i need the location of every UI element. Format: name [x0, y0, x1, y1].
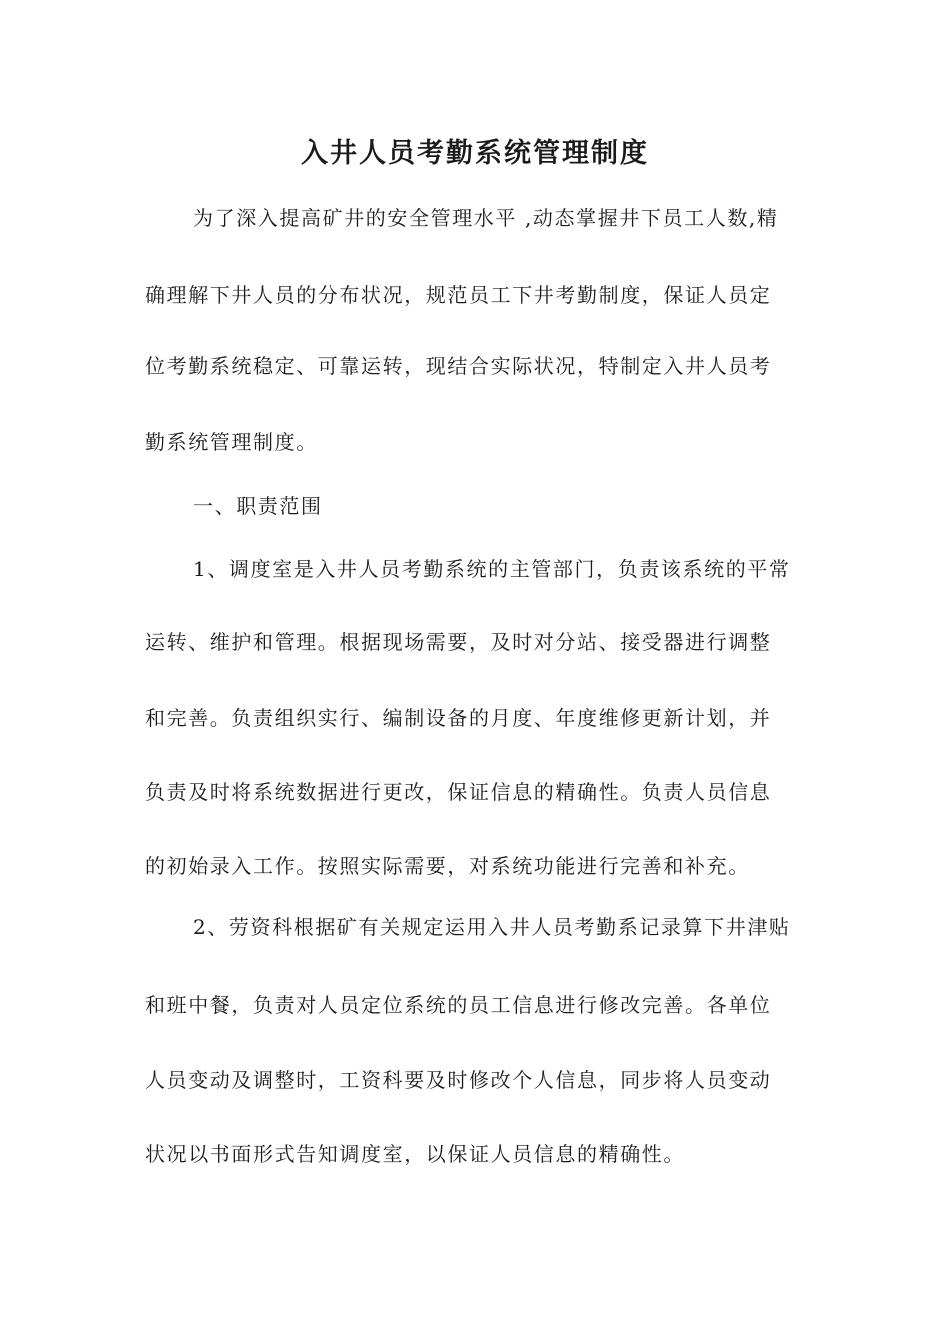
paragraph-line: 负责及时将系统数据进行更改，保证信息的精确性。负责人员信息: [145, 780, 772, 804]
paragraph-line: 1、调度室是入井人员考勤系统的主管部门，负责该系统的平常: [193, 557, 791, 581]
paragraph-line: 确理解下井人员的分布状况，规范员工下井考勤制度，保证人员定: [145, 283, 772, 307]
paragraph-line: 和完善。负责组织实行、编制设备的月度、年度维修更新计划，并: [145, 706, 772, 730]
paragraph-line: 人员变动及调整时，工资科要及时修改个人信息，同步将人员变动: [145, 1068, 772, 1092]
paragraph-line: 的初始录入工作。按照实际需要，对系统功能进行完善和补充。: [145, 854, 750, 878]
paragraph-line: 运转、维护和管理。根据现场需要，及时对分站、接受器进行调整: [145, 630, 772, 654]
paragraph-line: 为了深入提高矿井的安全管理水平 ,动态掌握井下员工人数,精: [193, 206, 779, 230]
paragraph-line: 状况以书面形式告知调度室，以保证人员信息的精确性。: [145, 1142, 685, 1166]
paragraph-line: 和班中餐，负责对人员定位系统的员工信息进行修改完善。各单位: [145, 993, 772, 1017]
document-title: 入井人员考勤系统管理制度: [301, 138, 649, 169]
section-heading: 一、职责范围: [193, 494, 323, 518]
paragraph-line: 勤系统管理制度。: [145, 430, 318, 454]
paragraph-line: 位考勤系统稳定、可靠运转，现结合实际状况，特制定入井人员考: [145, 354, 772, 378]
paragraph-line: 2、劳资科根据矿有关规定运用入井人员考勤系记录算下井津贴: [193, 915, 791, 939]
